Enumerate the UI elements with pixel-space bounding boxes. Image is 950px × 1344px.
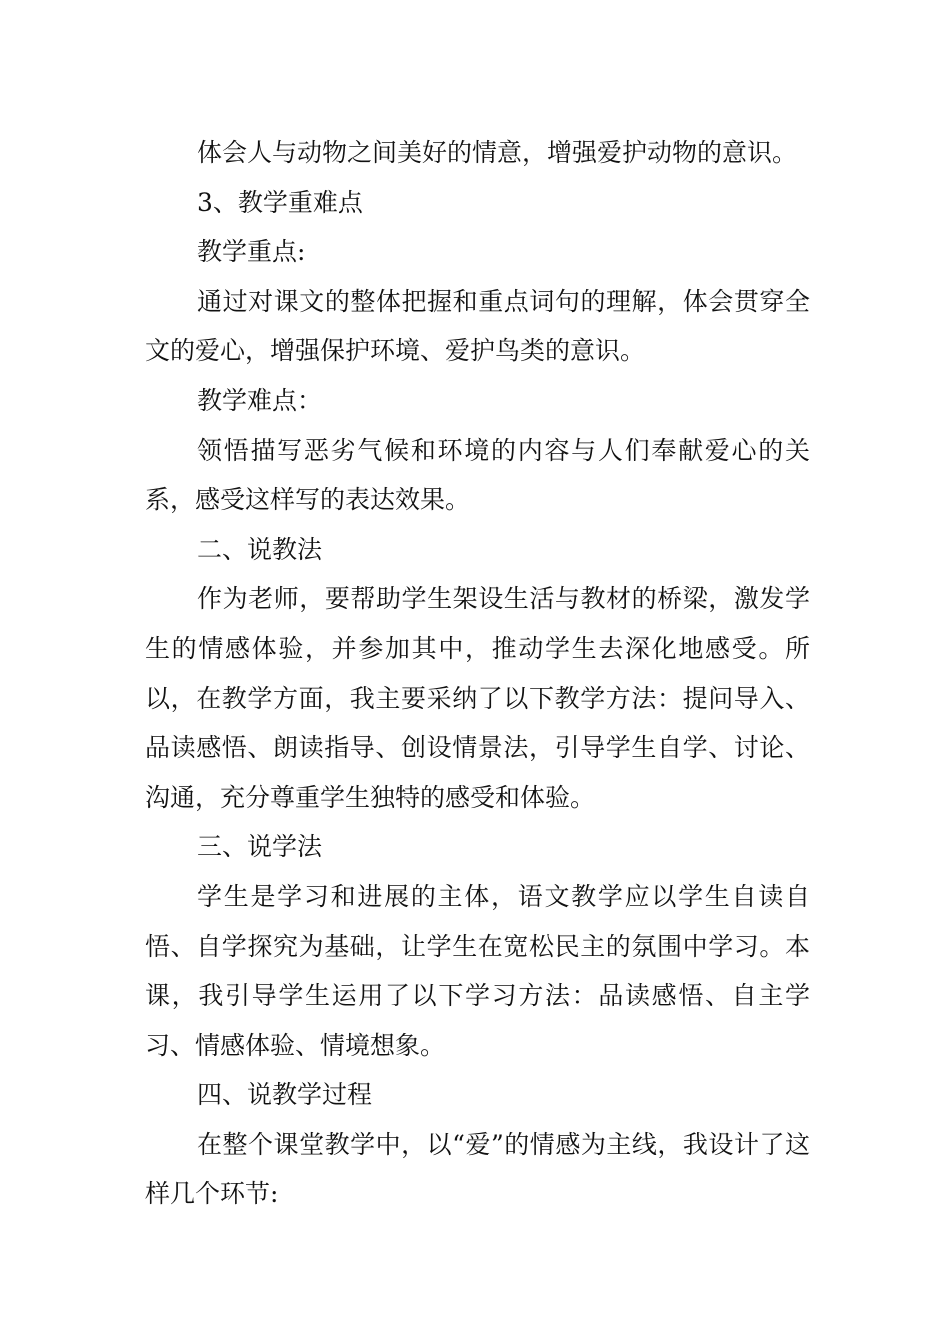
label-teaching-focus: 教学重点:: [197, 237, 306, 267]
paragraph-teaching-process: 在整个课堂教学中，以“爱”的情感为主线，我设计了这样几个环节:: [145, 1129, 810, 1209]
paragraph-goal-emotion: 体会人与动物之间美好的情意，增强爱护动物的意识。: [197, 138, 798, 167]
paragraph-teaching-method: 作为老师，要帮助学生架设生活与教材的桥梁，激发学生的情感体验，并参加其中，推动学生去深化地感受。所以，在教学方面，我主要采纳了以下教学方法：提问导入、品读感悟、朗读指导、创设情景法，引导学生自学、讨论、沟通，充分尊重学生独特的感受和体验。: [145, 584, 810, 812]
label-teaching-difficulty: 教学难点：: [197, 385, 323, 415]
heading-teaching-process: 四、说教学过程: [197, 1080, 373, 1110]
heading-teaching-method: 二、说教法: [197, 534, 323, 564]
document-body: [145, 128, 810, 1219]
heading-key-difficult-points: 3、教学重难点: [197, 187, 363, 217]
paragraph-teaching-difficulty: 领悟描写恶劣气候和环境的内容与人们奉献爱心的关系，感受这样写的表达效果。: [145, 435, 810, 515]
paragraph-teaching-focus: 通过对课文的整体把握和重点词句的理解，体会贯穿全文的爱心，增强保护环境、爱护鸟类的意识。: [145, 286, 810, 366]
heading-learning-method: 三、说学法: [197, 832, 323, 862]
paragraph-learning-method: 学生是学习和进展的主体，语文教学应以学生自读自悟、自学探究为基础，让学生在宽松民主的氛围中学习。本课，我引导学生运用了以下学习方法：品读感悟、自主学习、情感体验、情境想象。: [145, 881, 810, 1060]
